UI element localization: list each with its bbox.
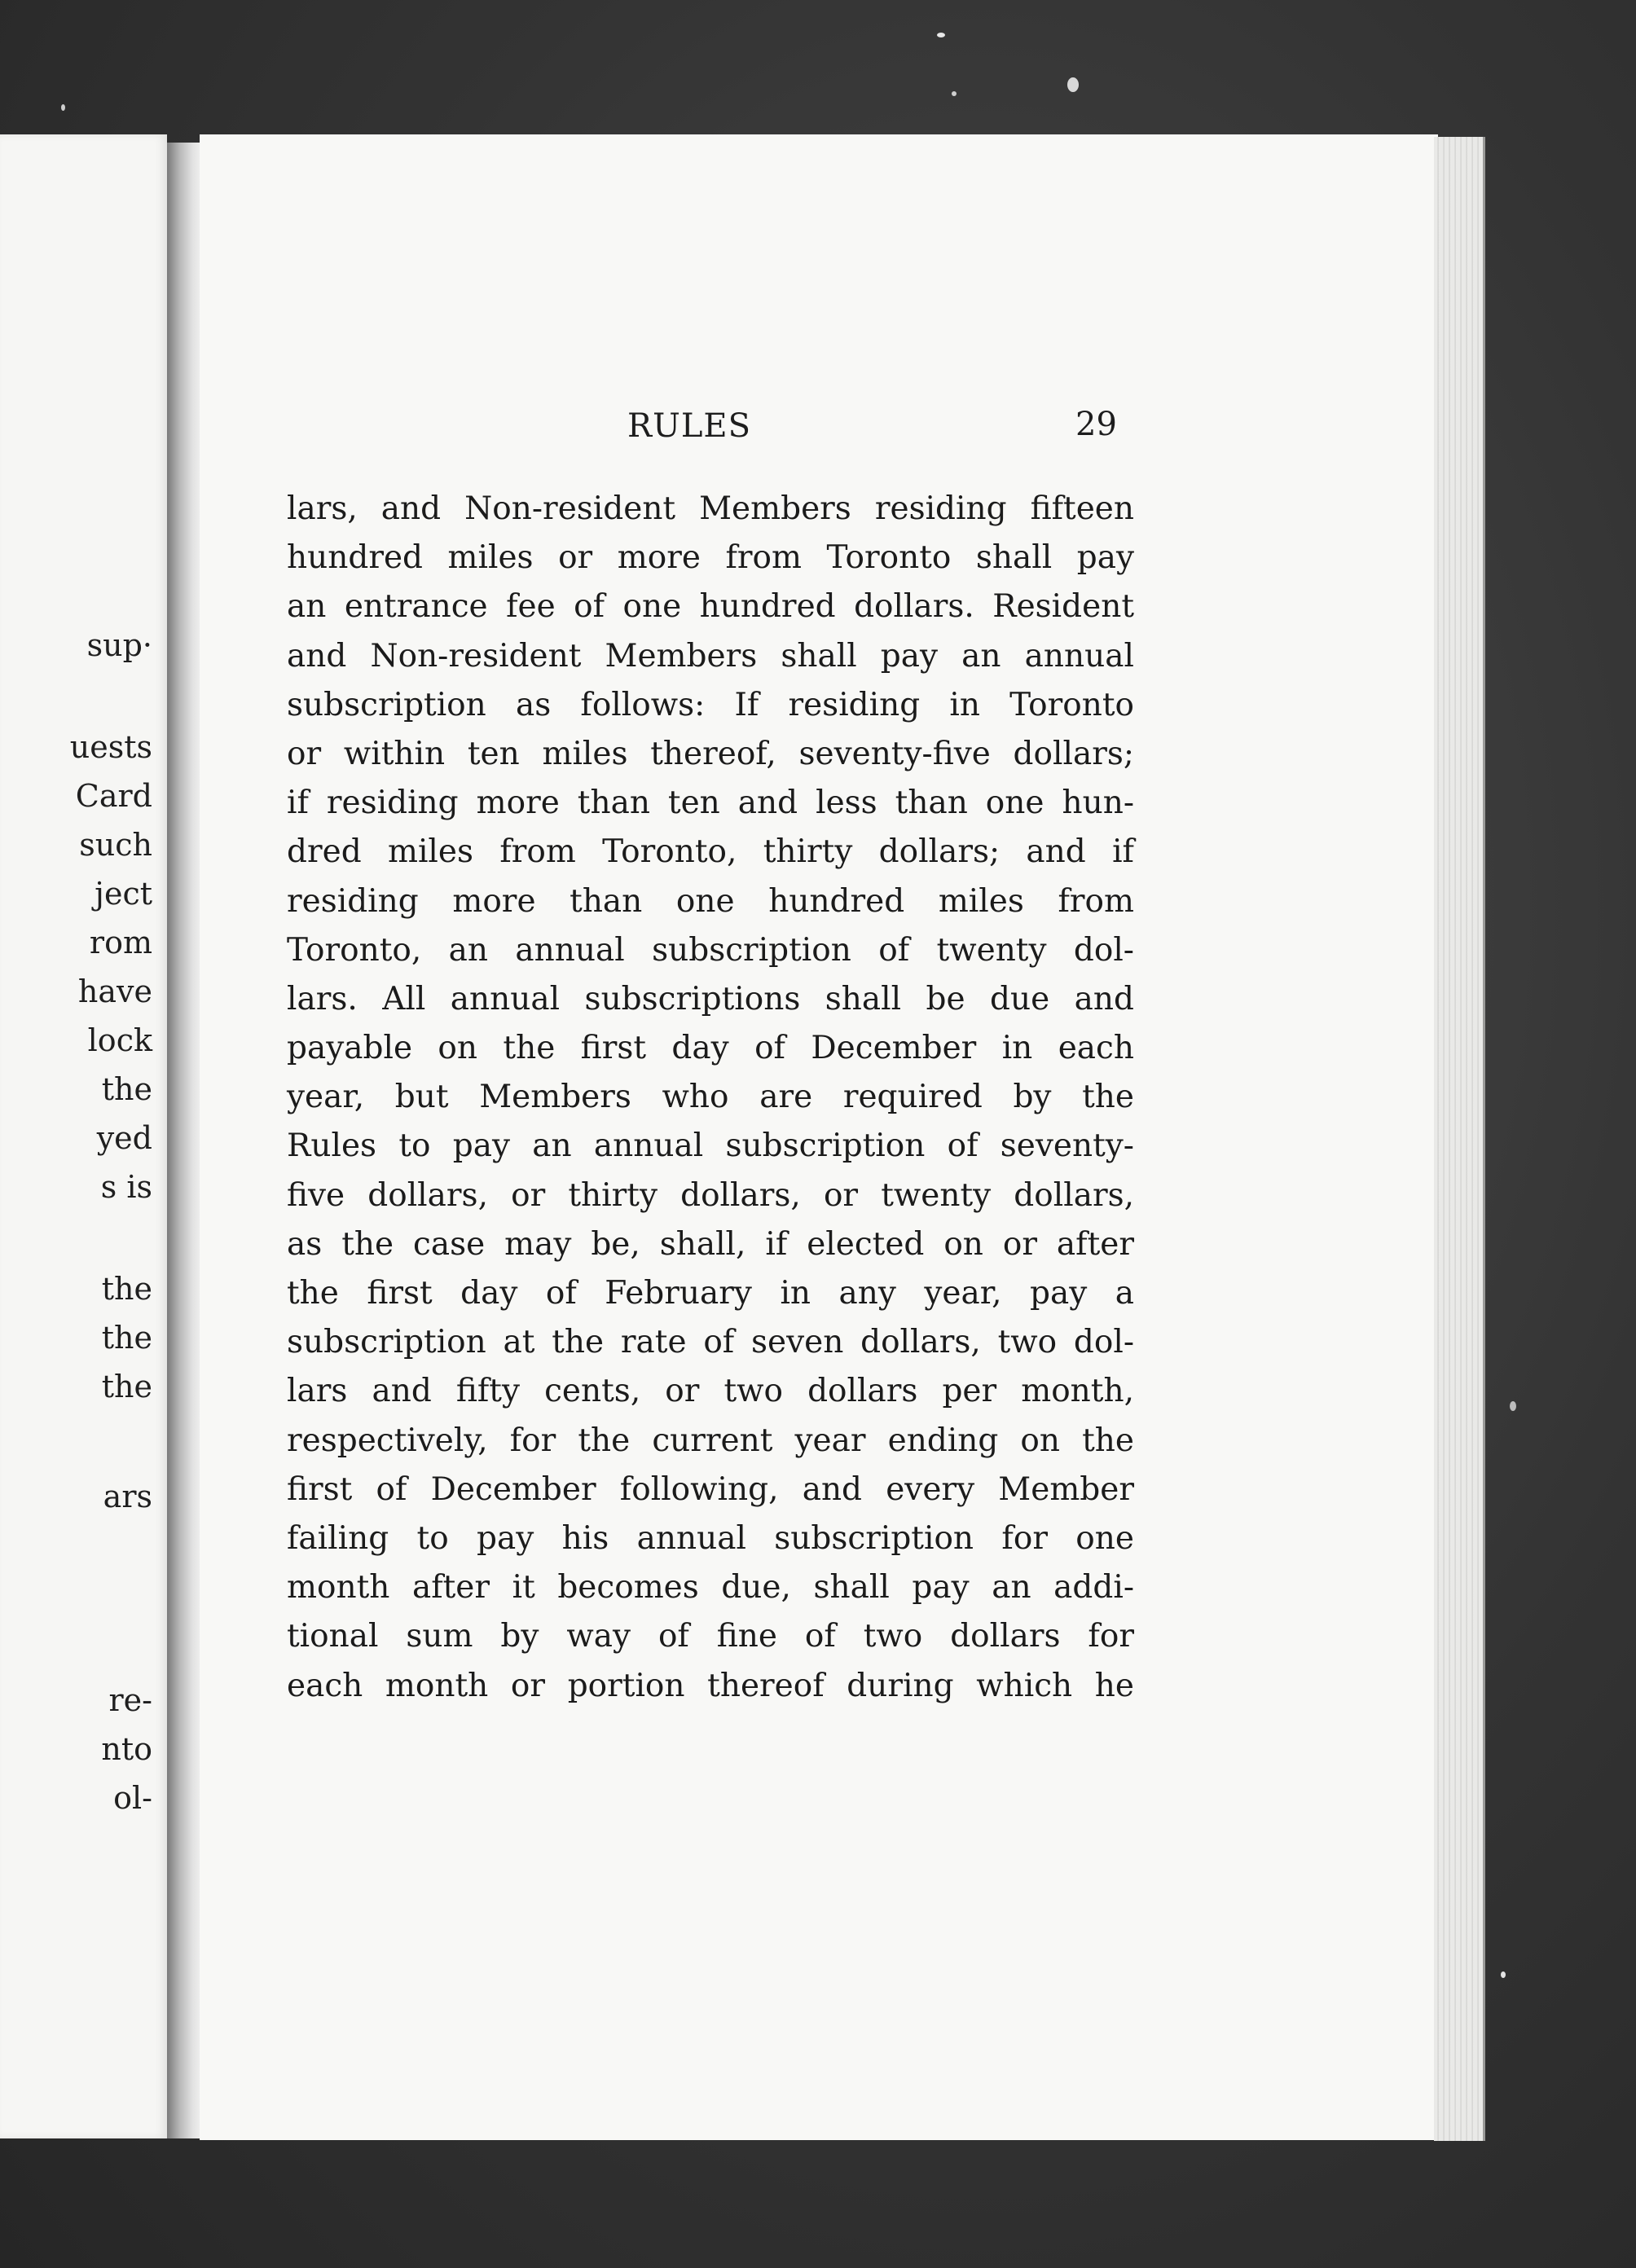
text-line: first of December following, and every Member [287,1470,1134,1508]
text-line: subscription at the rate of seven dollars, two dol- [287,1324,1134,1361]
left-page-fragment: the [101,1271,152,1307]
text-line: respectively, for the current year ending on the [287,1422,1134,1459]
dust-speck [1501,1971,1506,1978]
text-line: lars, and Non-resident Members residing fifteen [287,490,1134,527]
text-line: as the case may be, shall, if elected on or after [287,1225,1134,1263]
text-line: lars. All annual subscriptions shall be due and [287,980,1134,1018]
text-line: lars and fifty cents, or two dollars per month, [287,1373,1134,1410]
text-line: tional sum by way of fine of two dollars for [287,1618,1134,1655]
text-line: hundred miles or more from Toronto shall pay [287,539,1134,577]
left-page-fragment: nto [101,1731,152,1767]
text-line: failing to pay his annual subscription for one [287,1519,1134,1557]
text-line: or within ten miles thereof, seventy-five dollars; [287,735,1134,772]
text-line: if residing more than ten and less than one hun- [287,785,1134,822]
left-page [0,134,167,2138]
left-page-fragment: rom [89,925,152,960]
left-page-fragment: yed [96,1120,152,1156]
left-page-fragment: re- [108,1682,152,1718]
dust-speck [952,91,957,96]
text-line: subscription as follows: If residing in Toronto [287,686,1134,723]
text-line: residing more than one hundred miles from [287,882,1134,920]
left-page-fragment: s is [100,1169,152,1205]
left-page-fragment: such [79,827,152,863]
left-page-fragment: sup· [86,627,152,663]
left-page-fragment: ars [103,1479,152,1514]
text-line: month after it becomes due, shall pay an addi- [287,1569,1134,1606]
text-line: Toronto, an annual subscription of twenty dol- [287,931,1134,969]
text-line: dred miles from Toronto, thirty dollars; and if [287,833,1134,871]
text-line: year, but Members who are required by the [287,1079,1134,1116]
left-page-fragment: ject [95,876,152,912]
text-line: Rules to pay an annual subscription of seventy- [287,1127,1134,1165]
book-gutter [167,143,204,2138]
body-text [287,485,1134,1711]
dust-speck [61,104,65,111]
left-page-fragment: uests [69,729,152,765]
text-line: an entrance fee of one hundred dollars. Resident [287,588,1134,626]
left-page-fragment: lock [87,1022,152,1058]
page-number: 29 [1075,406,1117,443]
left-page-fragment: the [101,1320,152,1356]
text-line: each month or portion thereof during which he [287,1667,1134,1704]
left-page-fragment: ol- [113,1780,152,1816]
text-line: payable on the first day of December in each [287,1030,1134,1067]
dust-speck [937,33,945,37]
page-edges [1434,137,1485,2141]
left-page-fragment: the [101,1071,152,1107]
left-page-fragment: Card [75,778,152,814]
running-head: RULES [627,407,751,445]
dust-speck [1067,77,1079,92]
text-line: the first day of February in any year, pay a [287,1275,1134,1312]
left-page-fragment: the [101,1369,152,1404]
text-line: five dollars, or thirty dollars, or twenty dollars, [287,1176,1134,1214]
dust-speck [1510,1401,1516,1411]
text-line: and Non-resident Members shall pay an annual [287,637,1134,675]
left-page-fragment: have [77,974,152,1009]
